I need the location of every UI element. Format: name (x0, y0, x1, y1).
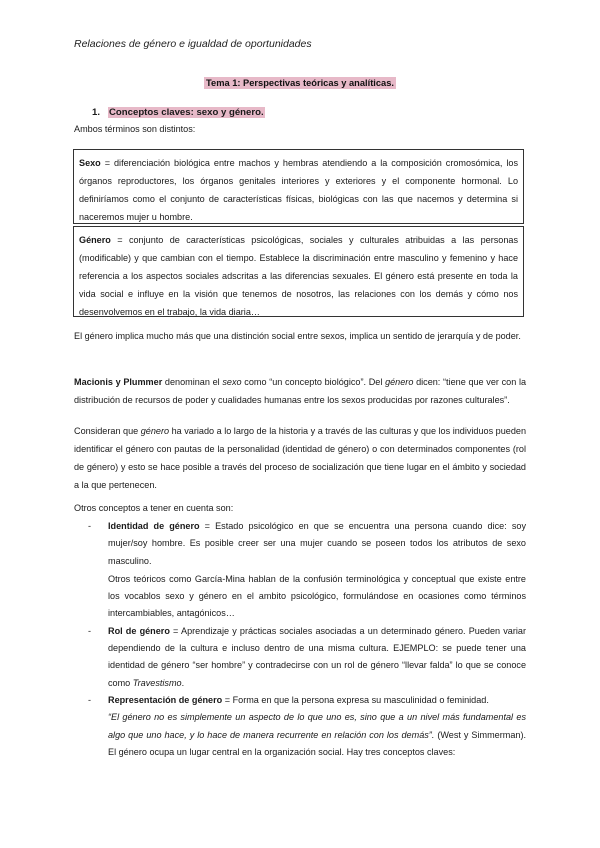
list-item (74, 623, 526, 692)
list-text: = Estado psicológico en que se encuentra una persona cuando dice: soy mujer/soy hombre. Es posible creer ser una mujer cuando se poseen todos los atributos de sexo masculino. (108, 521, 526, 566)
text-run: dicen: “tiene que ver con la distribución de recursos de poder y cualidades humanas entre los sexos producidas por razones culturales”. (74, 377, 527, 405)
sexo-term: Sexo (79, 158, 101, 168)
list-after: (West y Simmerman). El género ocupa un lugar central en la organización social. Hay tres conceptos claves: (108, 729, 526, 757)
list-term: Rol de género (108, 625, 170, 636)
intro-text: Ambos términos son distintos: (74, 124, 196, 134)
paragraph-jerarquia: El género implica mucho más que una distinción social entre sexos, implica un sentido de jerarquía y de poder. (74, 331, 521, 341)
sexo-definition-box (73, 149, 524, 224)
paragraph-macionis (74, 373, 526, 409)
text-run: denominan el (162, 377, 223, 387)
running-header: Relaciones de género e igualdad de oportunidades (74, 38, 312, 50)
list-quote-line (108, 709, 526, 761)
list-text: = Aprendizaje y prácticas sociales asociadas a un determinado género. Pueden variar dependiendo de la cultura e incluso dentro de una misma cultura. EJEMPLO: se puede tener una identidad de género “ser hombre” y contradecirse con un rol de género “llevar falda” lo que se conoce como (108, 625, 526, 688)
list-italic: Travestismo (132, 677, 182, 688)
list-extra: Otros teóricos como García-Mina hablan de la confusión terminológica y conceptual que existe entre los vocablos sexo y género en el ambito psicológico, formulándose en ocasiones como términos intercambiables, antagónicos… (108, 573, 526, 619)
genero-definition-box (73, 226, 524, 317)
section-title: Conceptos claves: sexo y género. (109, 107, 264, 118)
list-term: Identidad de género (108, 521, 200, 531)
italic-term: género (140, 426, 170, 436)
section-number: 1. (92, 107, 101, 118)
genero-term: Género (79, 235, 111, 245)
genero-definition: = conjunto de características psicológicas, sociales y culturales atribuidas a las personas (modificable) y que cambian con el tiempo. Establece la discriminación entre masculino y femenino y hace referencia a los aspectos sociales adscritas a las diferencias sexuales. El género está presente en toda la vida social e influye en la visión que tenemos de nosotros, las relaciones con los demás y cómo nos desenvolvemos en el trabajo, la vida diaria… (79, 235, 518, 317)
paragraph-otros-conceptos: Otros conceptos a tener en cuenta son: (74, 503, 234, 513)
text-run: Consideran que (74, 426, 141, 436)
paragraph-consideran (74, 422, 526, 494)
list-term: Representación de género (108, 694, 223, 705)
list-end: . (181, 677, 185, 688)
list-item (74, 692, 526, 761)
list-dash: - (88, 694, 92, 705)
title-wrap (0, 73, 600, 91)
list-item (74, 518, 526, 623)
italic-term: sexo (222, 377, 242, 387)
sexo-definition: = diferenciación biológica entre machos y hembras atendiendo a la composición cromosómica, los órganos reproductores, los órganos genitales interiores y exteriores y el componente hormonal. Lo definiríamos como el conjunto de características físicas, biológicas con las que nacemos y determina si naceremos mujer u hombre. (79, 158, 518, 222)
text-run: como “un concepto biológico”. Del (241, 377, 386, 387)
list-quote: “El género no es simplemente un aspecto de lo que uno es, sino que a un nivel más fundamental es algo que uno hace, y lo hace de manera recurrente en relación con los demás”. (108, 712, 526, 740)
authors: Macionis y Plummer (74, 377, 163, 387)
list-dash: - (88, 625, 92, 636)
concept-list (74, 518, 526, 761)
list-dash: - (88, 521, 92, 531)
italic-term: género (385, 377, 414, 387)
section-heading (92, 107, 265, 118)
page-title: Tema 1: Perspectivas teóricas y analíticas. (206, 78, 394, 88)
list-text: = Forma en que la persona expresa su masculinidad o feminidad. (222, 694, 489, 705)
text-run: ha variado a lo largo de la historia y a través de las culturas y que los individuos pueden identificar el género con pautas de la personalidad (identidad de género) o con determinados componentes (rol de género) y esto se hace posible a través del proceso de socialización que tiene lugar en el ámbito y sociedad a la que pertenecen. (74, 426, 527, 490)
